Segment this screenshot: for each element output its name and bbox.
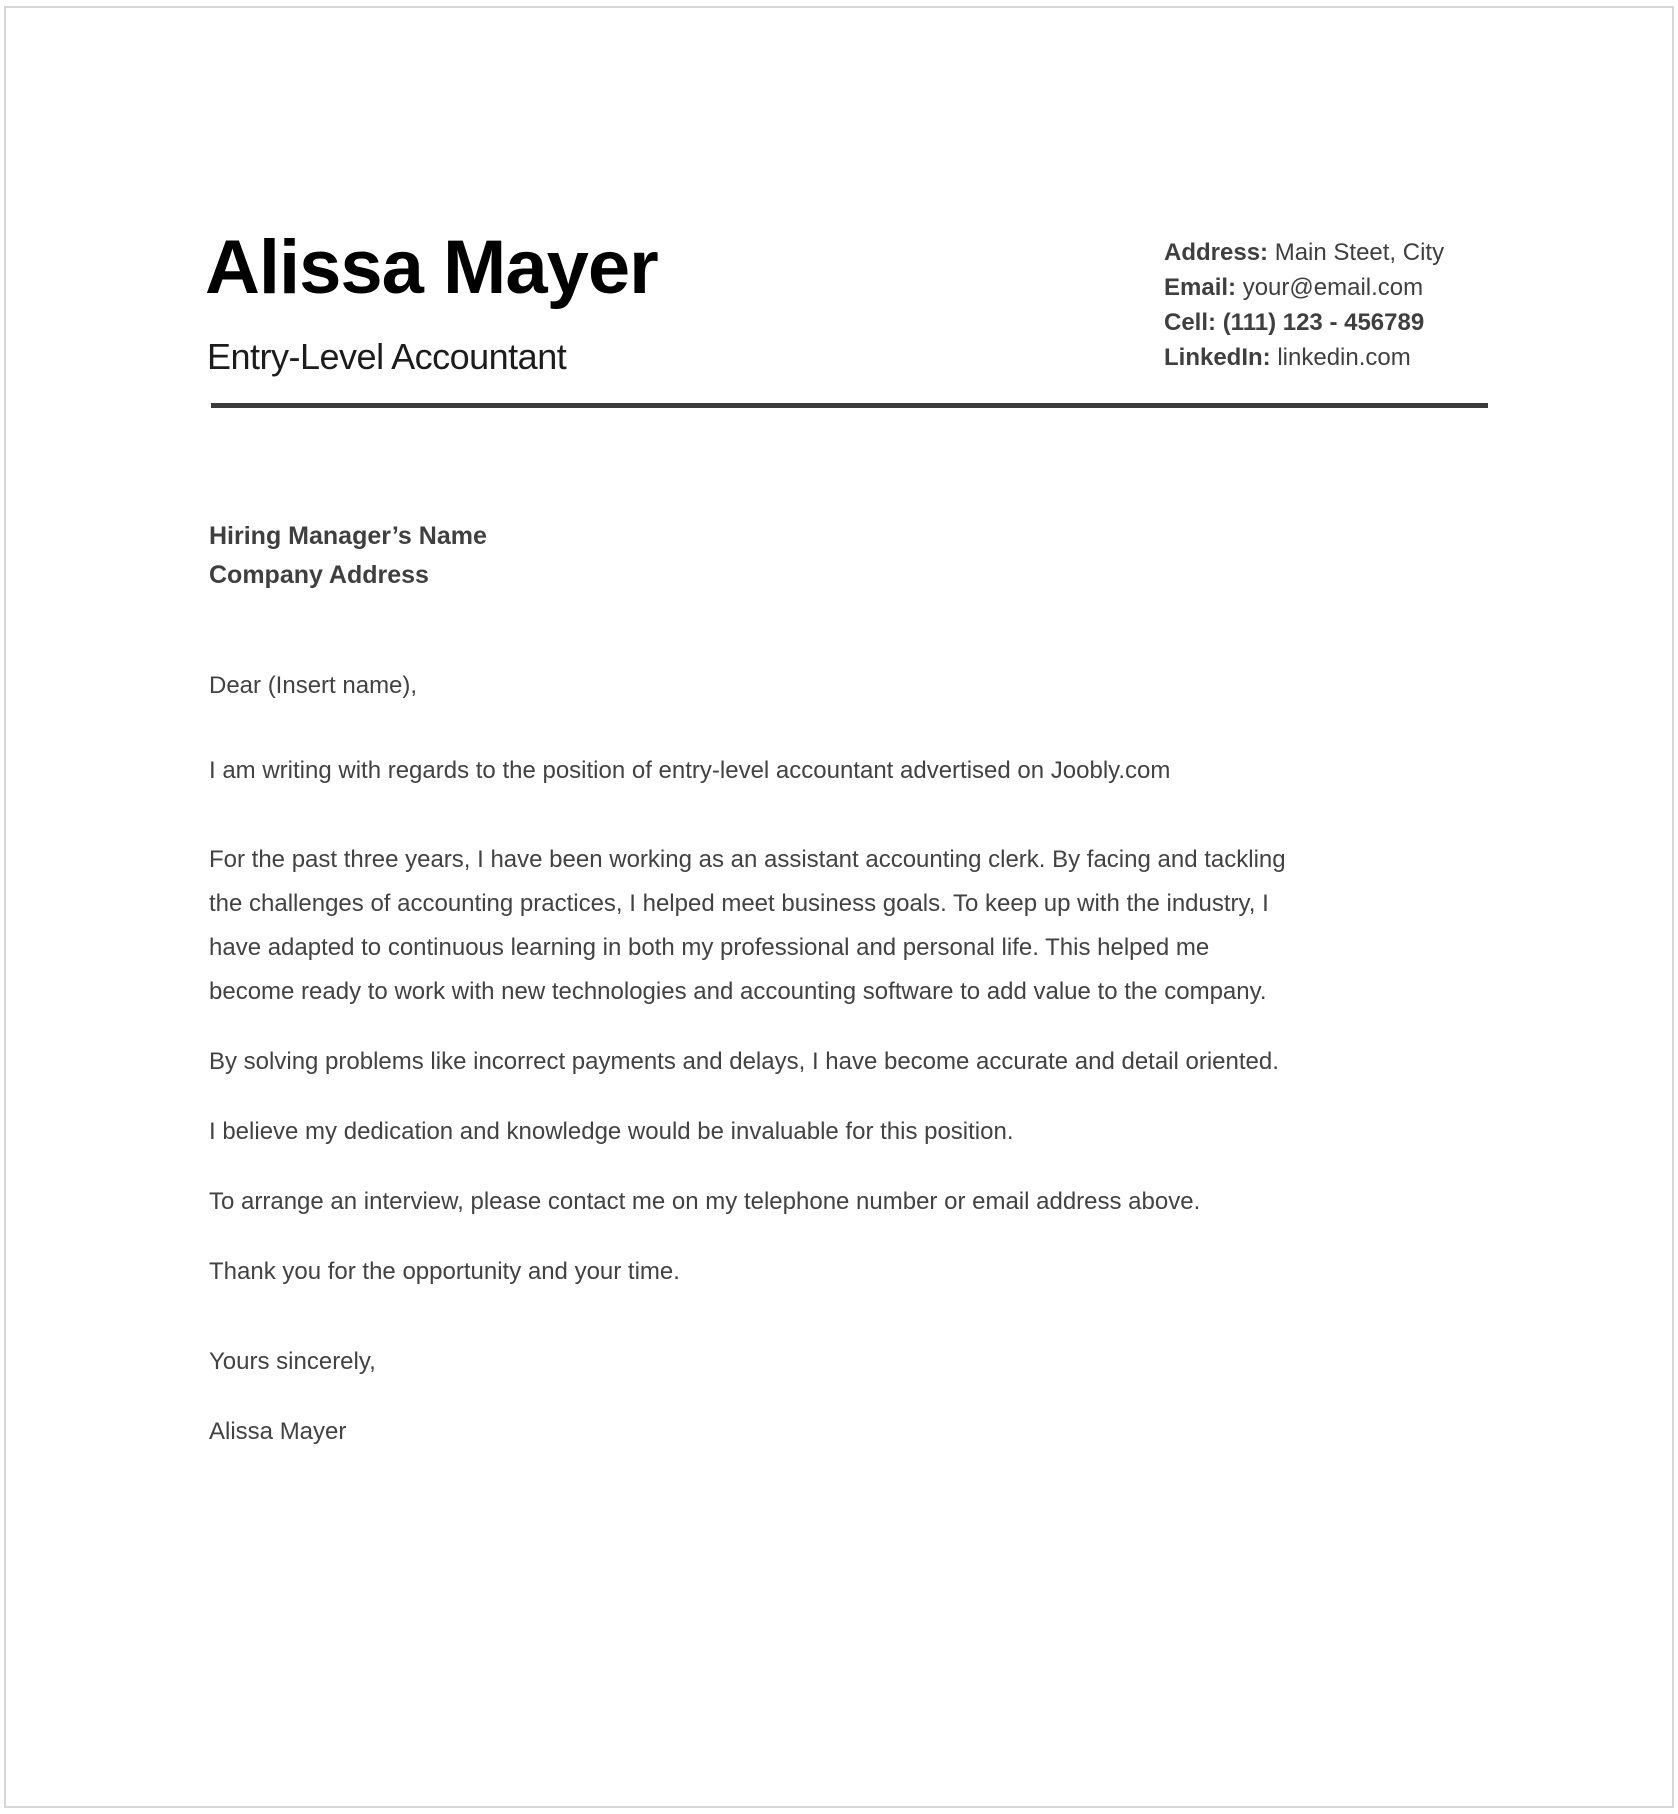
company-address: Company Address — [209, 561, 429, 589]
header-divider — [211, 403, 1488, 408]
cell-value: (111) 123 - 456789 — [1222, 309, 1425, 336]
contact-email-line — [1164, 270, 1444, 305]
experience-paragraph — [209, 838, 1286, 1014]
intro-paragraph: I am writing with regards to the position of entry-level accountant advertised on Joobly.com — [209, 757, 1171, 784]
document-page — [4, 6, 1674, 1808]
contact-address-line — [1164, 235, 1444, 270]
closing: Yours sincerely, — [209, 1348, 376, 1375]
recipient-block — [209, 517, 487, 595]
applicant-name: Alissa Mayer — [205, 225, 658, 310]
hiring-manager-name: Hiring Manager’s Name — [209, 522, 487, 550]
contact-cell-line — [1164, 305, 1444, 340]
experience-line: have adapted to continuous learning in both my professional and personal life. This helped me — [209, 934, 1210, 961]
skills-sentence: By solving problems like incorrect payments and delays, I have become accurate and detail oriented. — [209, 1048, 1279, 1075]
signature: Alissa Mayer — [209, 1418, 347, 1445]
interview-sentence: To arrange an interview, please contact me on my telephone number or email address above. — [209, 1188, 1201, 1215]
salutation: Dear (Insert name), — [209, 672, 418, 699]
experience-line: become ready to work with new technologies and accounting software to add value to the company. — [209, 978, 1267, 1005]
contact-linkedin-line — [1164, 340, 1444, 375]
email-label: Email: — [1164, 274, 1237, 301]
address-label: Address: — [1164, 239, 1269, 266]
address-value: Main Steet, City — [1274, 239, 1445, 266]
linkedin-label: LinkedIn: — [1164, 344, 1271, 371]
experience-line: the challenges of accounting practices, I helped meet business goals. To keep up with the industry, I — [209, 890, 1269, 917]
thanks-sentence: Thank you for the opportunity and your time. — [209, 1258, 680, 1285]
belief-sentence: I believe my dedication and knowledge would be invaluable for this position. — [209, 1118, 1014, 1145]
linkedin-value: linkedin.com — [1277, 344, 1411, 371]
email-value: your@email.com — [1242, 274, 1424, 301]
letter-body — [209, 664, 1286, 1454]
contact-info — [1164, 235, 1444, 375]
applicant-job-title: Entry-Level Accountant — [207, 336, 567, 377]
experience-line: For the past three years, I have been working as an assistant accounting clerk. By facing and tackling — [209, 846, 1286, 873]
cell-label: Cell: — [1164, 309, 1217, 336]
